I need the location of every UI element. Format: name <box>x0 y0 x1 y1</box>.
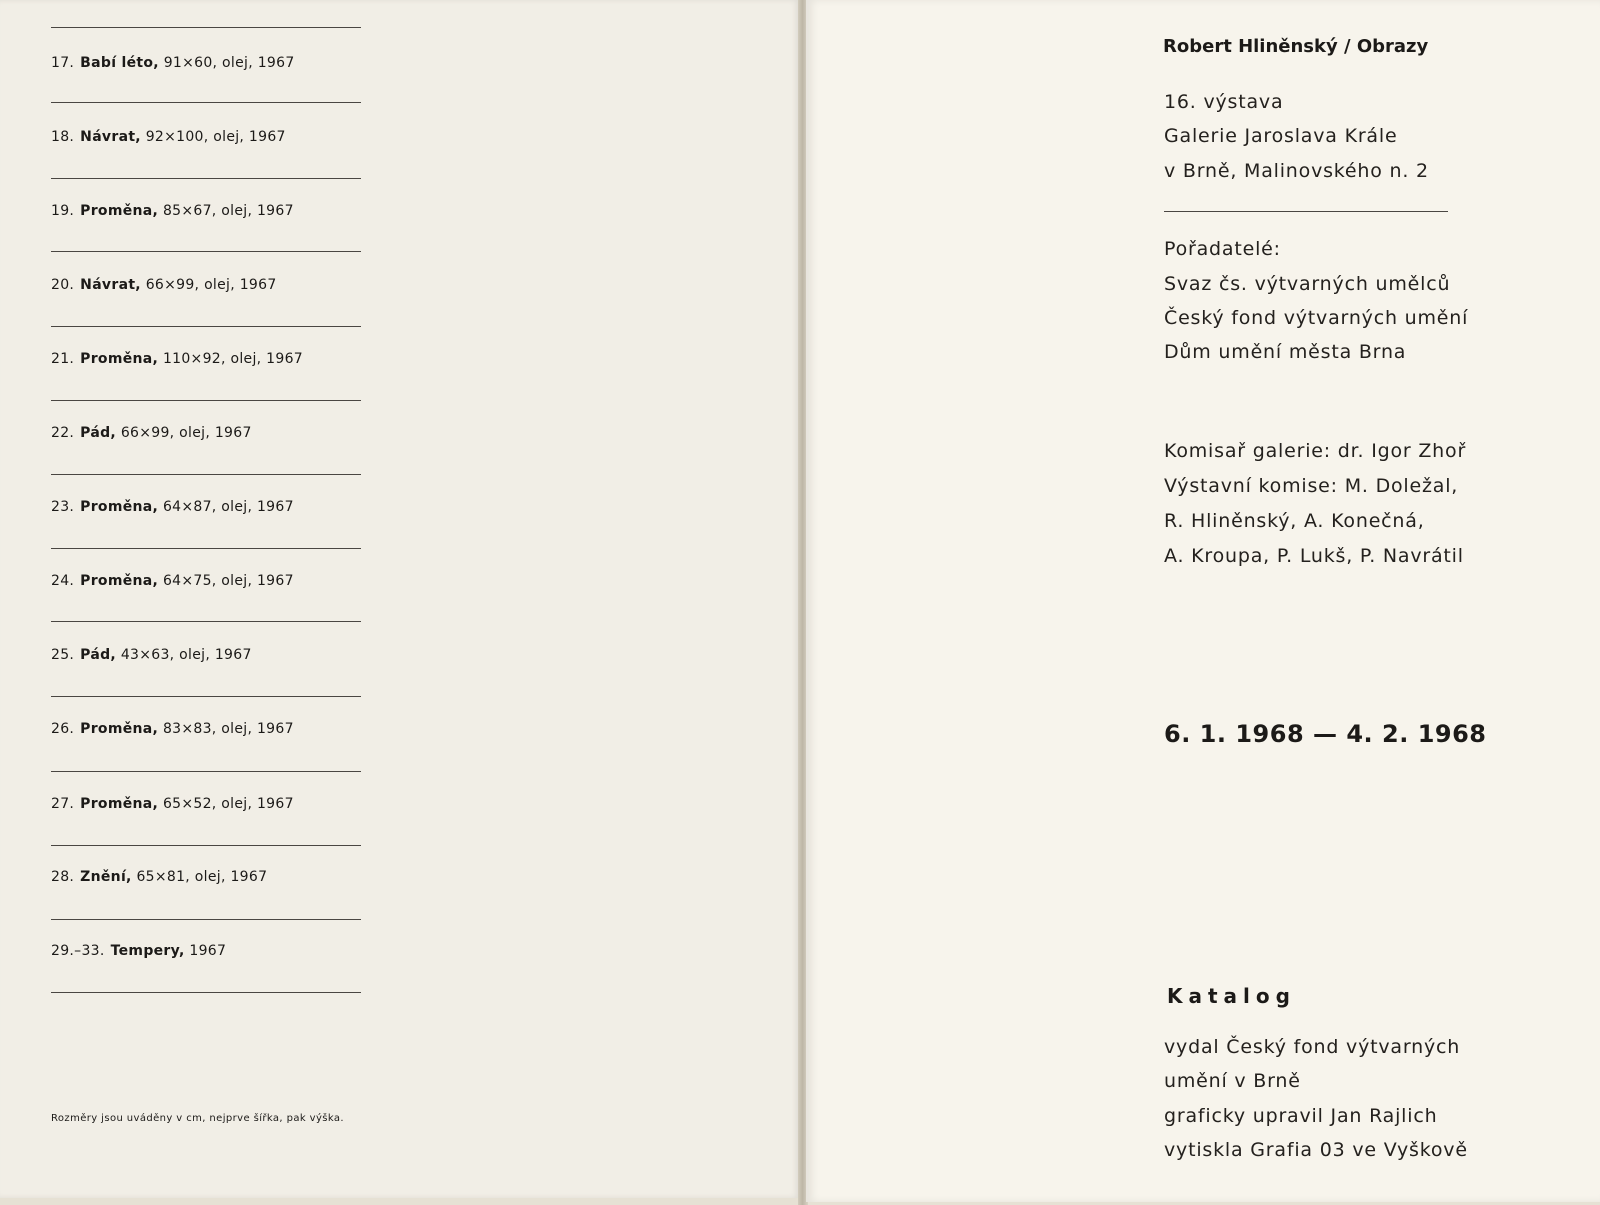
catalog-item: 19. Proměna, 85×67, olej, 1967 <box>51 203 294 219</box>
venue-line: v Brně, Malinovského n. 2 <box>1164 160 1429 182</box>
catalog-item: 22. Pád, 66×99, olej, 1967 <box>51 425 252 441</box>
divider-rule <box>51 102 361 103</box>
credit-line: umění v Brně <box>1164 1070 1301 1092</box>
divider-rule <box>1164 211 1448 212</box>
divider-rule <box>51 400 361 401</box>
divider-rule <box>51 326 361 327</box>
catalog-item: 21. Proměna, 110×92, olej, 1967 <box>51 351 303 367</box>
divider-rule <box>51 919 361 920</box>
venue-line: 16. výstava <box>1164 91 1284 113</box>
divider-rule <box>51 27 361 28</box>
catalog-item: 20. Návrat, 66×99, olej, 1967 <box>51 277 277 293</box>
exhibition-title: Robert Hliněnský / Obrazy <box>1163 36 1429 57</box>
organizers-label: Pořadatelé: <box>1164 238 1281 260</box>
catalog-item: 26. Proměna, 83×83, olej, 1967 <box>51 721 294 737</box>
venue-line: Galerie Jaroslava Krále <box>1164 125 1398 147</box>
commission-line: Výstavní komise: M. Doležal, <box>1164 475 1459 497</box>
divider-rule <box>51 696 361 697</box>
divider-rule <box>51 548 361 549</box>
catalog-item: 25. Pád, 43×63, olej, 1967 <box>51 647 252 663</box>
catalog-item: 17. Babí léto, 91×60, olej, 1967 <box>51 55 295 71</box>
catalog-item: 18. Návrat, 92×100, olej, 1967 <box>51 129 286 145</box>
credit-line: vytiskla Grafia 03 ve Vyškově <box>1164 1139 1468 1161</box>
credit-line: graficky upravil Jan Rajlich <box>1164 1105 1438 1127</box>
catalog-item: 24. Proměna, 64×75, olej, 1967 <box>51 573 294 589</box>
catalog-item: 29.–33. Tempery, 1967 <box>51 943 227 959</box>
dimensions-note: Rozměry jsou uváděny v cm, nejprve šířka, pak výška. <box>51 1113 344 1124</box>
left-page <box>0 0 800 1198</box>
divider-rule <box>51 474 361 475</box>
catalog-item: 28. Znění, 65×81, olej, 1967 <box>51 869 268 885</box>
organizer-line: Dům umění města Brna <box>1164 341 1407 363</box>
commission-line: A. Kroupa, P. Lukš, P. Navrátil <box>1164 545 1464 567</box>
credit-line: vydal Český fond výtvarných <box>1164 1036 1461 1058</box>
catalog-item: 27. Proměna, 65×52, olej, 1967 <box>51 796 294 812</box>
organizer-line: Český fond výtvarných umění <box>1164 307 1469 329</box>
commission-line: Komisař galerie: dr. Igor Zhoř <box>1164 440 1467 462</box>
katalog-heading: Katalog <box>1167 984 1296 1008</box>
commission-line: R. Hliněnský, A. Konečná, <box>1164 510 1425 532</box>
divider-rule <box>51 992 361 993</box>
exhibition-dates: 6. 1. 1968 — 4. 2. 1968 <box>1164 720 1487 748</box>
divider-rule <box>51 621 361 622</box>
divider-rule <box>51 178 361 179</box>
organizer-line: Svaz čs. výtvarných umělců <box>1164 273 1451 295</box>
divider-rule <box>51 251 361 252</box>
divider-rule <box>51 845 361 846</box>
catalog-item: 23. Proměna, 64×87, olej, 1967 <box>51 499 294 515</box>
divider-rule <box>51 771 361 772</box>
